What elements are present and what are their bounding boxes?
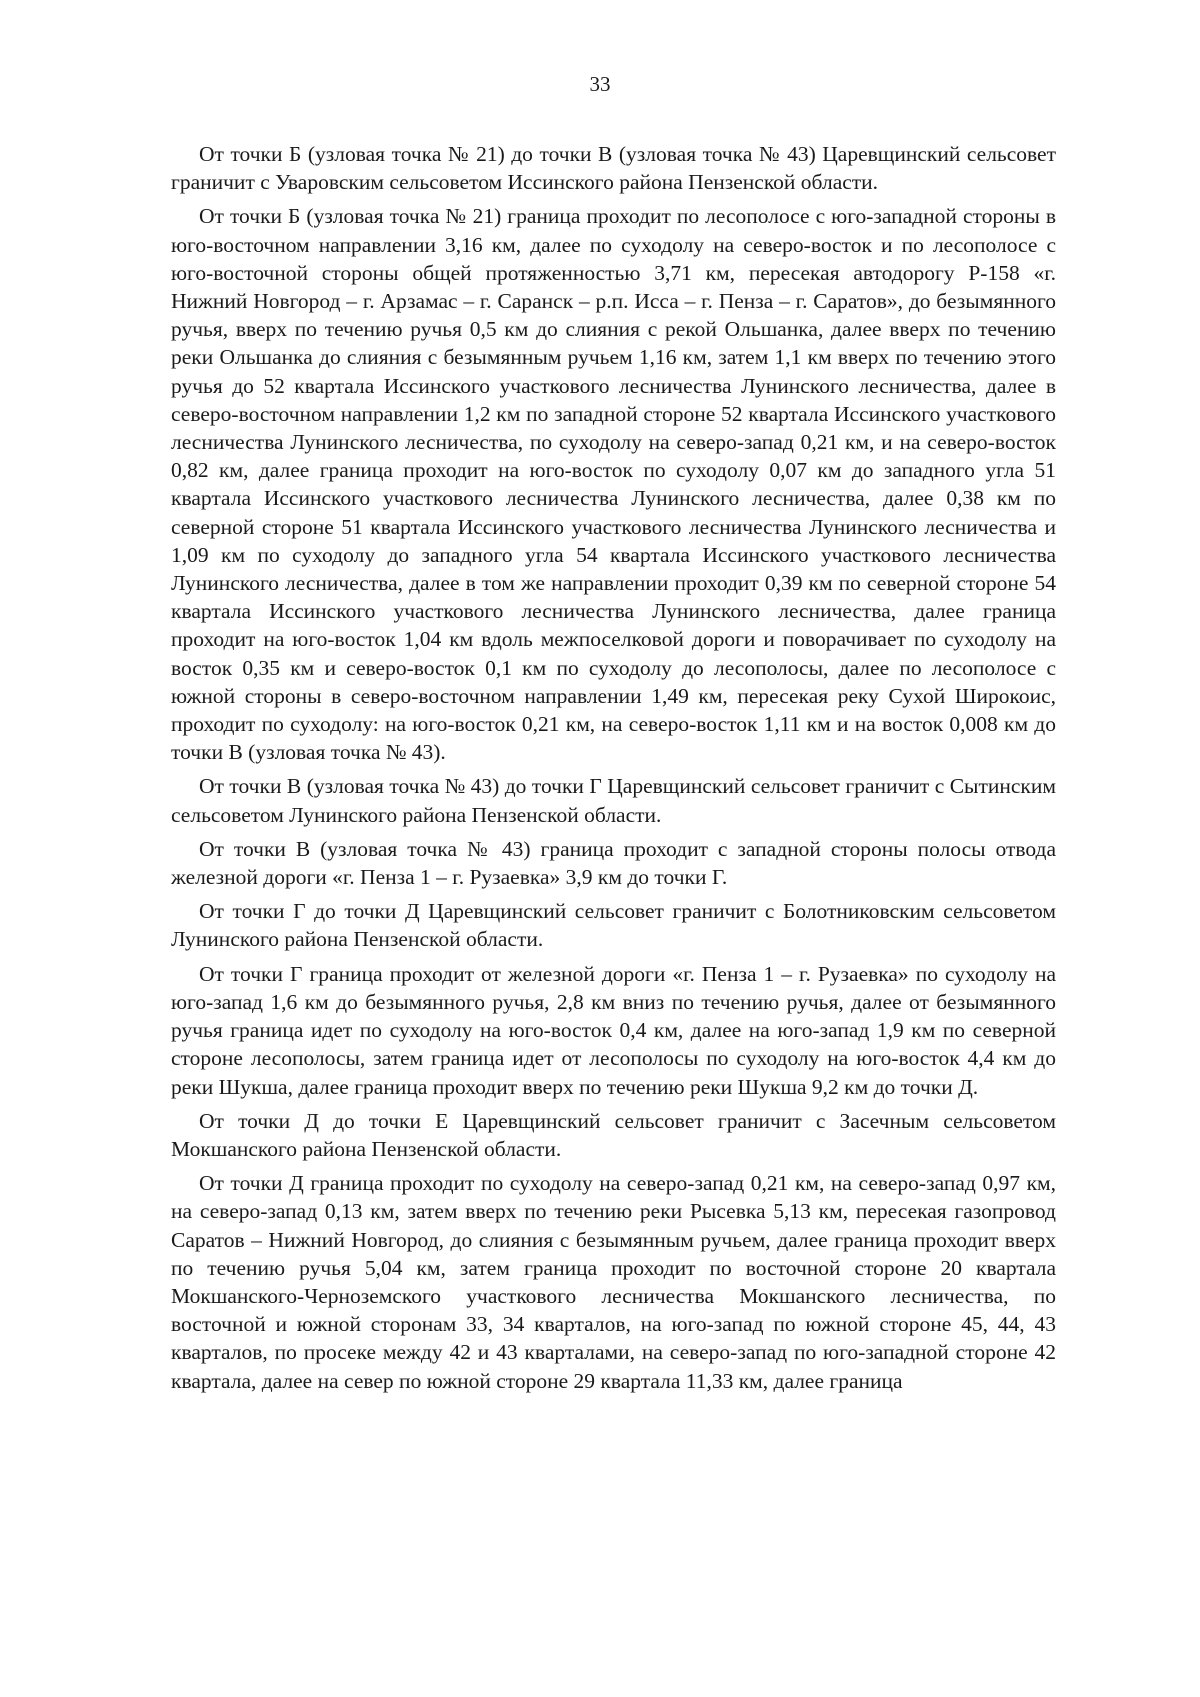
paragraph: От точки В (узловая точка № 43) до точки Г Царевщинский сельсовет граничит с Сытинским сельсоветом Лунинского района Пензенской области. — [171, 774, 1056, 827]
paragraph: От точки Б (узловая точка № 21) до точки В (узловая точка № 43) Царевщинский сельсовет граничит с Уваровским сельсоветом Иссинского района Пензенской области. — [171, 142, 1056, 195]
paragraph: От точки Д до точки Е Царевщинский сельсовет граничит с Засечным сельсоветом Мокшанского района Пензенской области. — [171, 1108, 1056, 1161]
page-number: 33 — [589, 72, 611, 96]
paragraph: От точки Г граница проходит от железной дороги «г. Пенза 1 – г. Рузаевка» по суходолу на юго-запад 1,6 км до безымянного ручья, 2,8 км вниз по течению ручья, далее от безымянного ручья граница идет по суходолу на юго-восток 0,4 км, далее на юго-запад 1,9 км по северной стороне лесополосы, затем граница идет от лесополосы по суходолу на юго-восток 4,4 км до реки Шукша, далее граница проходит вверх по течению реки Шукша 9,2 км до точки Д. — [171, 961, 1056, 1099]
paragraph: От точки Б (узловая точка № 21) граница проходит по лесополосе с юго-западной стороны в юго-восточном направлении 3,16 км, далее по суходолу на северо-восток и по лесополосе с юго-восточной стороны общей протяженностью 3,71 км, пересекая автодорогу Р-158 «г. Нижний Новгород – г. Арзамас – г. Саранск – р.п. Исса – г. Пенза – г. Саратов», до безымянного ручья, вверх по течению ручья 0,5 км до слияния с рекой Ольшанка, далее вверх по течению реки Ольшанка до слияния с безымянным ручьем 1,16 км, затем 1,1 км вверх по течению этого ручья до 52 квартала Иссинского участкового лесничества Лунинского лесничества, далее в северо-восточном направлении 1,2 км по западной стороне 52 квартала Иссинского участкового лесничества Лунинского лесничества, по суходолу на северо-запад 0,21 км, и на северо-восток 0,82 км, далее граница проходит на юго-восток по суходолу 0,07 км до западного угла 51 квартала Иссинского участкового лесничества Лунинского лесничества, далее 0,38 км по северной стороне 51 квартала Иссинского участкового лесничества Лунинского лесничества и 1,09 км по суходолу до западного угла 54 квартала Иссинского участкового лесничества Лунинского лесничества, далее в том же направлении проходит 0,39 км по северной стороне 54 квартала Иссинского участкового лесничества Лунинского лесничества, далее граница проходит на юго-восток 1,04 км вдоль межпоселковой дороги и поворачивает по суходолу на восток 0,35 км и северо-восток 0,1 км по суходолу до лесополосы, далее по лесополосе с южной стороны в северо-восточном направлении 1,49 км, пересекая реку Сухой Широкоис, проходит по суходолу: на юго-восток 0,21 км, на северо-восток 1,11 км и на восток 0,008 км до точки В (узловая точка № 43). — [171, 204, 1056, 765]
paragraph: От точки Г до точки Д Царевщинский сельсовет граничит с Болотниковским сельсоветом Лунинского района Пензенской области. — [171, 899, 1056, 952]
paragraph: От точки В (узловая точка № 43) граница проходит с западной стороны полосы отвода железной дороги «г. Пенза 1 – г. Рузаевка» 3,9 км до точки Г. — [171, 836, 1056, 890]
document-body — [171, 140, 1056, 1401]
paragraph: От точки Д граница проходит по суходолу на северо-запад 0,21 км, на северо-запад 0,97 км, на северо-запад 0,13 км, затем вверх по течению реки Рысевка 5,13 км, пересекая газопровод Саратов – Нижний Новгород, до слияния с безымянным ручьем, далее граница проходит вверх по течению ручья 5,04 км, затем граница проходит по восточной стороне 20 квартала Мокшанского-Черноземского участкового лесничества Мокшанского лесничества, по восточной и южной сторонам 33, 34 кварталов, на юго-запад по южной стороне 45, 44, 43 кварталов, по просеке между 42 и 43 кварталами, на северо-запад по юго-западной стороне 42 квартала, далее на север по южной стороне 29 квартала 11,33 км, далее граница — [171, 1171, 1056, 1393]
